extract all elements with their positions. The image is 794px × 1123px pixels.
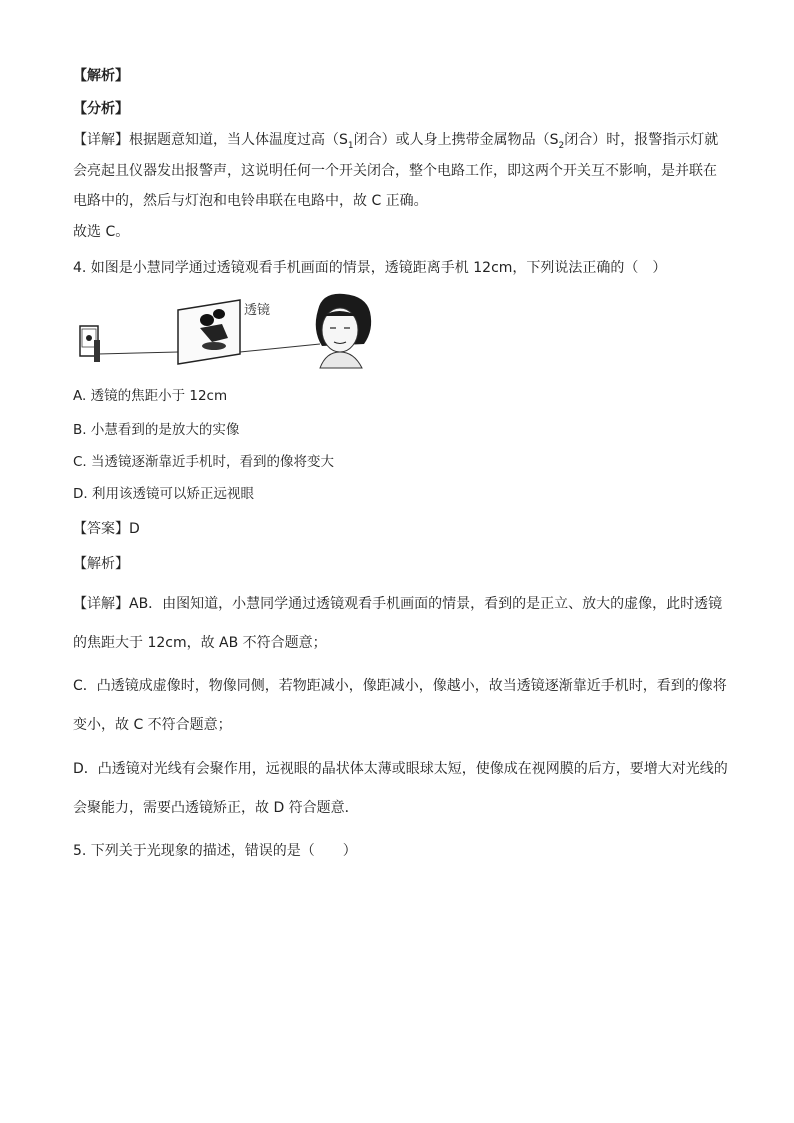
option-c: C. 当透镜逐渐靠近手机时，看到的像将变大 [73, 454, 335, 470]
girl-face-icon [316, 294, 371, 368]
conclusion-line: 故选 C。 [73, 224, 130, 240]
detail-line-2: 会亮起且仪器发出报警声，这说明任何一个开关闭合，整个电路工作，即这两个开关互不影响，是并联在 [73, 163, 717, 179]
fenxi-heading: 【分析】 [73, 101, 129, 117]
analysis-heading-1: 【解析】 [73, 68, 129, 84]
explain-line-4: 变小，故 C 不符合题意； [73, 717, 232, 733]
analysis-heading-2: 【解析】 [73, 556, 129, 572]
detail-line-1b: 闭合）或人身上携带金属物品（S [353, 132, 559, 148]
answer-line: 【答案】D [73, 521, 140, 537]
detail-line-1a: 【详解】根据题意知道，当人体温度过高（S [73, 132, 348, 148]
explain-line-1: 【详解】AB．由图知道，小慧同学通过透镜观看手机画面的情景，看到的是正立、放大的虚像，此时透镜 [73, 596, 723, 612]
option-d: D. 利用该透镜可以矫正远视眼 [73, 486, 254, 502]
question-5: 5. 下列关于光现象的描述，错误的是（ ） [73, 843, 357, 859]
phone-icon [80, 326, 100, 362]
question-4: 4. 如图是小慧同学通过透镜观看手机画面的情景，透镜距离手机 12cm，下列说法正确的（ ） [73, 260, 667, 276]
option-b: B. 小慧看到的是放大的实像 [73, 422, 240, 438]
explain-line-3: C．凸透镜成虚像时，物像同侧，若物距减小，像距减小，像越小，故当透镜逐渐靠近手机时，看到的像将 [73, 678, 727, 694]
option-a: A. 透镜的焦距小于 12cm [73, 388, 228, 404]
explain-line-5: D．凸透镜对光线有会聚作用，远视眼的晶状体太薄或眼球太短，使像成在视网膜的后方，要增大对光线的 [73, 761, 728, 777]
subscript-2: 2 [558, 140, 565, 151]
subscript-1: 1 [347, 140, 354, 151]
lens-label: 透镜 [244, 303, 271, 318]
explain-line-2: 的焦距大于 12cm，故 AB 不符合题意； [73, 635, 327, 651]
detail-line-1 [73, 130, 718, 156]
lens-icon [178, 300, 240, 364]
lens-phone-figure [72, 290, 392, 372]
detail-line-3: 电路中的，然后与灯泡和电铃串联在电路中，故 C 正确。 [73, 193, 428, 209]
explain-line-6: 会聚能力，需要凸透镜矫正，故 D 符合题意． [73, 800, 359, 816]
detail-line-1c: 闭合）时，报警指示灯就 [564, 132, 719, 148]
